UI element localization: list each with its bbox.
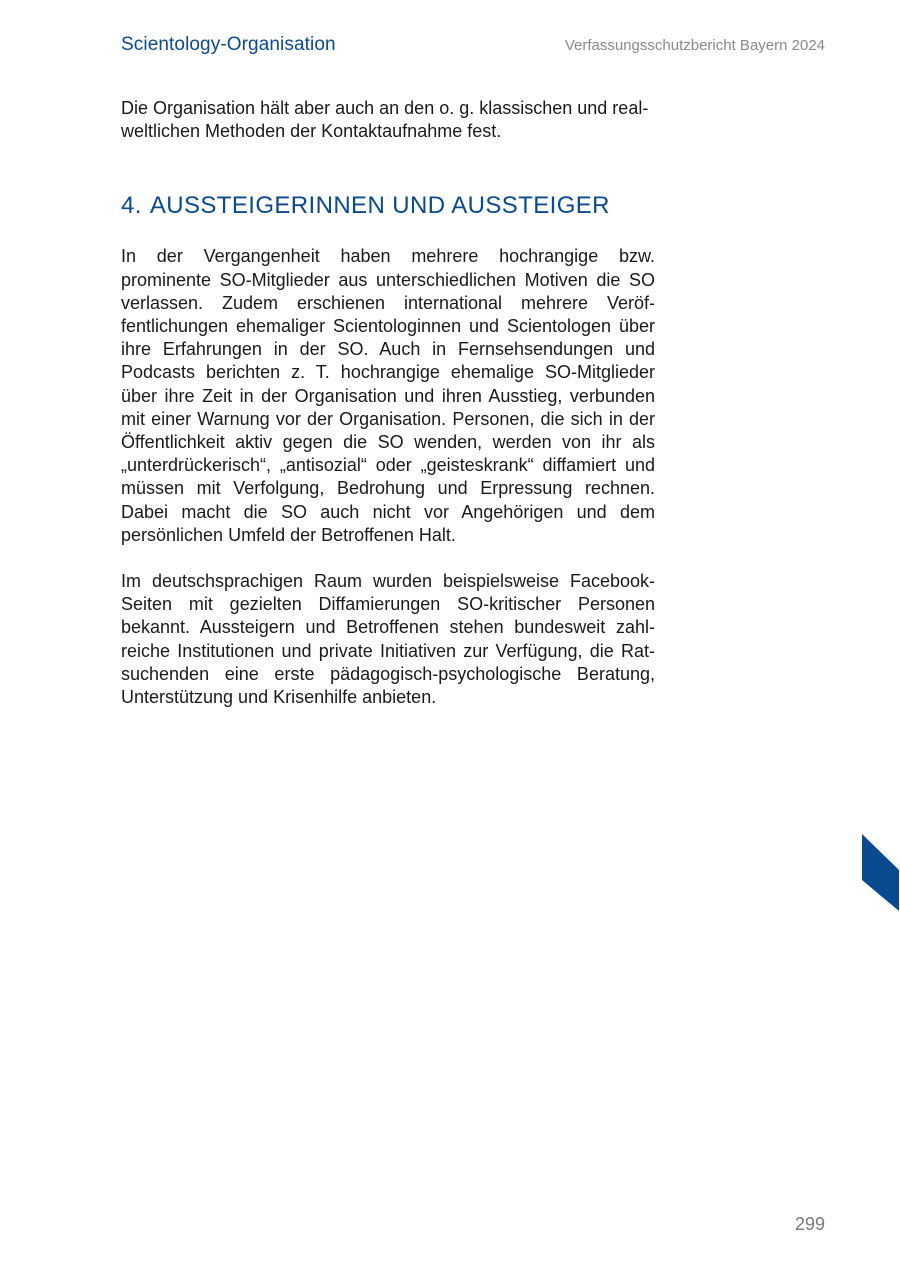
- section-title: Scientology-Organisation: [121, 34, 336, 55]
- section-heading: [121, 191, 655, 221]
- section-number: 4.: [121, 192, 142, 220]
- page-header: [121, 34, 825, 62]
- paragraph-spacer: [121, 547, 655, 570]
- page-content: [121, 97, 655, 709]
- page-number: 299: [794, 1214, 825, 1234]
- intro-paragraph: Die Organisation hält aber auch an den o. g. klassischen und realweltlichen Methoden der Kontaktaufnahme fest.: [121, 98, 649, 142]
- body-paragraph: In der Vergangenheit haben mehrere hochrangige bzw. prominente SO-Mitglieder aus unterschiedlichen Motiven die SO verlassen. Zudem erschienen international mehrere Veröffentlichungen ehemaliger Scientologinnen und Scientologen über ihre Erfahrungen in der SO. Auch in Fernsehsendungen und Podcasts berichten z. T. hochrangige ehemalige SO-Mitglieder über ihre Zeit in der Organisation und ihren Ausstieg, verbunden mit einer Warnung vor der Organisation. Personen, die sich in der Öffentlichkeit aktiv gegen die SO wenden, werden von ihr als „unterdrückerisch“, „antisozial“ oder „geisteskrank“ diffamiert und müssen mit Verfolgung, Bedrohung und Erpressung rechnen. Dabei macht die SO auch nicht vor Angehörigen und dem persönlichen Umfeld der Betroffenen Halt.: [121, 246, 655, 545]
- chapter-tab-shape: [862, 834, 899, 911]
- section-heading-text: AUSSTEIGERINNEN UND AUSSTEIGER: [149, 192, 610, 220]
- body-paragraph: Im deutschsprachigen Raum wurden beispielsweise Facebook-Seiten mit gezielten Diffamierungen SO-kritischer Personen bekannt. Aussteigern und Betroffenen stehen bundesweit zahlreiche Institutionen und private Initiativen zur Verfügung, die Ratsuchenden eine erste pädagogisch-psychologische Beratung, Unterstützung und Krisenhilfe anbieten.: [121, 571, 655, 708]
- report-title: Verfassungsschutzbericht Bayern 2024: [564, 37, 825, 54]
- chapter-tab-marker: [862, 834, 899, 911]
